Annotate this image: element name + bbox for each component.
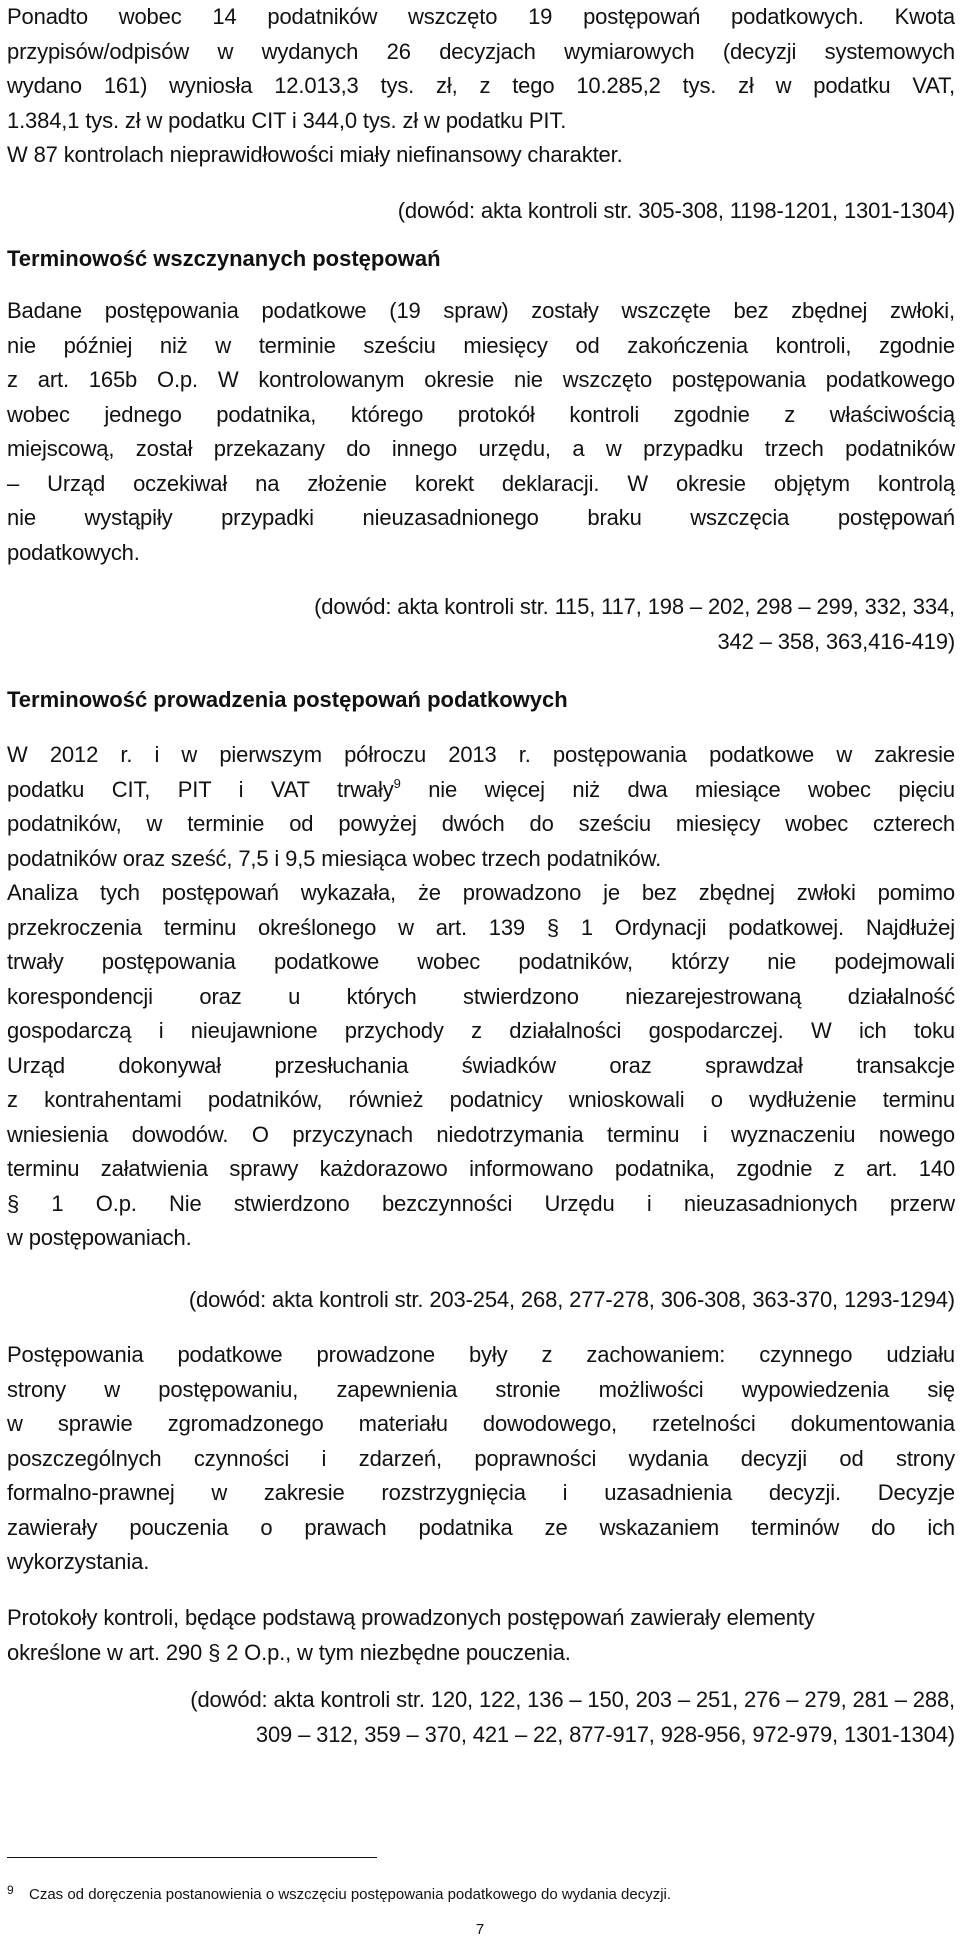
paragraph-line: korespondencji oraz u których stwierdzono niezarejestrowaną działalność [7,983,955,1009]
paragraph-line: trwały postępowania podatkowe wobec podatników, którzy nie podejmowali [7,949,955,974]
footnote-divider [7,1857,377,1858]
paragraph-text: nie więcej niż dwa miesiące wobec pięciu [400,776,955,802]
section2-paragraph-3 [7,1338,955,1580]
evidence-text: (dowód: akta kontroli str. 203-254, 268, 277-278, 306-308, 363-370, 1293-1294) [188,1287,955,1312]
paragraph-line: Urząd dokonywał przesłuchania świadków oraz sprawdzał transakcje [7,1052,955,1078]
page-number: 7 [475,1921,485,1938]
evidence-text: 342 – 358, 363,416-419) [717,628,955,654]
paragraph-line: W 2012 r. i w pierwszym półroczu 2013 r. postępowania podatkowe w zakresie [7,742,955,767]
paragraph-line: podatkowych. [7,539,140,565]
section-heading: Terminowość prowadzenia postępowań podatkowych [7,687,568,712]
paragraph-line [7,773,955,808]
paragraph-line: poszczególnych czynności i zdarzeń, poprawności wydania decyzji od strony [7,1445,955,1471]
section1-paragraph [7,294,955,570]
paragraph-line: terminu załatwienia sprawy każdorazowo informowano podatnika, zgodnie z art. 140 [7,1156,955,1181]
paragraph-line: w sprawie zgromadzonego materiału dowodowego, rzetelności dokumentowania [7,1411,955,1436]
section2-paragraph-2 [7,876,955,1256]
evidence-text: (dowód: akta kontroli str. 120, 122, 136 – 150, 203 – 251, 276 – 279, 281 – 288, [190,1687,955,1712]
paragraph-line: określone w art. 290 § 2 O.p., w tym niezbędne pouczenia. [7,1639,571,1665]
paragraph-line: przypisów/odpisów w wydanych 26 decyzjach wymiarowych (decyzji systemowych [7,38,955,64]
paragraph-line: zawierały pouczenia o prawach podatnika ze wskazaniem terminów do ich [7,1514,955,1540]
footnote-reference: 9 [393,775,401,791]
paragraph-line: gospodarczą i nieujawnione przychody z działalności gospodarczej. W ich toku [7,1018,955,1043]
paragraph-line: formalno-prawnej w zakresie rozstrzygnięcia i uzasadnienia decyzji. Decyzje [7,1480,955,1505]
paragraph-line: nie wystąpiły przypadki nieuzasadnionego braku wszczęcia postępowań [7,505,955,530]
paragraph-text: podatku CIT, PIT i VAT trwały [7,776,394,802]
section2-paragraph-1 [7,738,955,876]
paragraph-line: Ponadto wobec 14 podatników wszczęto 19 postępowań podatkowych. Kwota [7,4,955,29]
paragraph-line: przekroczenia terminu określonego w art. 139 § 1 Ordynacji podatkowej. Najdłużej [7,914,955,940]
paragraph-line: Postępowania podatkowe prowadzone były z zachowaniem: czynnego udziału [7,1342,955,1367]
section-heading: Terminowość wszczynanych postępowań [7,246,441,271]
paragraph-line: 1.384,1 tys. zł w podatku CIT i 344,0 tys. zł w podatku PIT. [7,107,567,133]
paragraph-line: Analiza tych postępowań wykazała, że prowadzono je bez zbędnej zwłoki pomimo [7,880,955,905]
evidence-text: (dowód: akta kontroli str. 115, 117, 198 – 202, 298 – 299, 332, 334, [314,594,955,619]
footnote [7,1880,671,1905]
paragraph-line: wykorzystania. [7,1549,150,1574]
paragraph-line: Badane postępowania podatkowe (19 spraw) zostały wszczęte bez zbędnej zwłoki, [7,298,955,323]
paragraph-line: strony w postępowaniu, zapewnienia stronie możliwości wypowiedzenia się [7,1376,955,1402]
evidence-note [7,194,955,229]
paragraph-line: podatników, w terminie od powyżej dwóch do sześciu miesięcy wobec czterech [7,811,955,836]
paragraph-line: z art. 165b O.p. W kontrolowanym okresie nie wszczęto postępowania podatkowego [7,367,955,392]
paragraph-line: nie później niż w terminie sześciu miesięcy od zakończenia kontroli, zgodnie [7,332,955,358]
paragraph-line: wniesienia dowodów. O przyczynach niedotrzymania terminu i wyznaczeniu nowego [7,1121,955,1147]
paragraph-line: z kontrahentami podatników, również podatnicy wnioskowali o wydłużenie terminu [7,1087,955,1112]
paragraph-line: miejscową, został przekazany do innego urzędu, a w przypadku trzech podatników [7,436,955,461]
paragraph-line: W 87 kontrolach nieprawidłowości miały niefinansowy charakter. [7,142,623,167]
paragraph-line: § 1 O.p. Nie stwierdzono bezczynności Urzędu i nieuzasadnionych przerw [7,1190,955,1216]
paragraph-line: w postępowaniach. [7,1225,192,1250]
footnote-text: Czas od doręczenia postanowienia o wszczęciu postępowania podatkowego do wydania decyzji. [29,1886,672,1903]
paragraph-line: wydano 161) wyniosła 12.013,3 tys. zł, z tego 10.285,2 tys. zł w podatku VAT, [7,73,955,98]
intro-paragraph [7,0,955,173]
footnote-marker: 9 [7,1883,14,1897]
evidence-note [7,1283,955,1318]
paragraph-line: – Urząd oczekiwał na złożenie korekt deklaracji. W okresie objętym kontrolą [7,470,955,496]
section2-paragraph-4 [7,1601,955,1670]
paragraph-line: podatników oraz sześć, 7,5 i 9,5 miesiąca wobec trzech podatników. [7,845,662,871]
evidence-text: (dowód: akta kontroli str. 305-308, 1198-1201, 1301-1304) [397,198,955,223]
paragraph-line: wobec jednego podatnika, którego protokół kontroli zgodnie z właściwością [7,401,955,427]
evidence-note [7,590,955,659]
evidence-text: 309 – 312, 359 – 370, 421 – 22, 877-917, 928-956, 972-979, 1301-1304) [255,1721,955,1747]
evidence-note [7,1683,955,1752]
paragraph-line: Protokoły kontroli, będące podstawą prowadzonych postępowań zawierały elementy [7,1605,815,1630]
